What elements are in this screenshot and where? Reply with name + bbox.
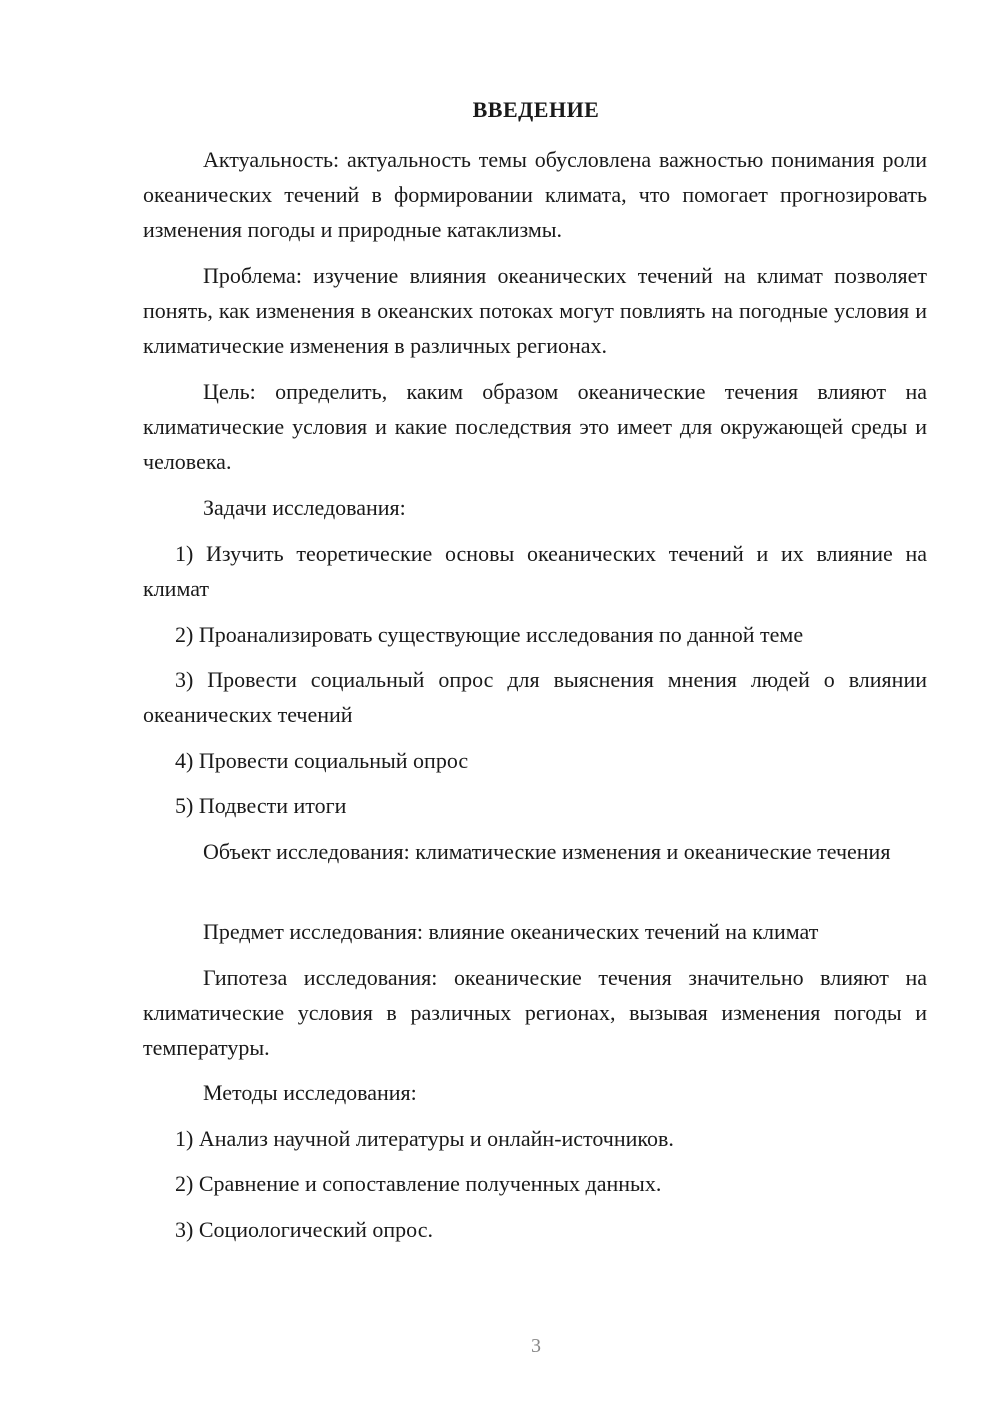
paragraph-subject: Предмет исследования: влияние океанических течений на климат bbox=[203, 919, 819, 944]
page-title: ВВЕДЕНИЕ bbox=[472, 97, 600, 122]
list-item-task-1: 1) Изучить теоретические основы океанических течений и их влияние на климат bbox=[143, 541, 927, 601]
paragraph-goal: Цель: определить, каким образом океанические течения влияют на климатические условия и какие последствия это имеет для окружающей среды и человека. bbox=[143, 379, 927, 474]
paragraph-methods-heading: Методы исследования: bbox=[203, 1080, 417, 1105]
paragraph-object: Объект исследования: климатические изменения и океанические течения bbox=[203, 839, 891, 864]
list-item-method-3: 3) Социологический опрос. bbox=[175, 1217, 433, 1242]
paragraph-tasks-heading: Задачи исследования: bbox=[203, 495, 406, 520]
paragraph-relevance: Актуальность: актуальность темы обусловлена важностью понимания роли океанических течений в формировании климата, что помогает прогнозировать изменения погоды и природные катаклизмы. bbox=[143, 147, 927, 242]
paragraph-problem: Проблема: изучение влияния океанических течений на климат позволяет понять, как изменения в океанских потоках могут повлиять на погодные условия и климатические изменения в различных регионах. bbox=[143, 263, 927, 358]
list-item-task-4: 4) Провести социальный опрос bbox=[175, 748, 469, 773]
list-item-method-2: 2) Сравнение и сопоставление полученных данных. bbox=[175, 1171, 662, 1196]
list-item-task-3: 3) Провести социальный опрос для выяснения мнения людей о влиянии океанических течений bbox=[143, 667, 927, 727]
list-item-task-2: 2) Проанализировать существующие исследования по данной теме bbox=[175, 622, 804, 647]
page-number: 3 bbox=[531, 1335, 541, 1357]
paragraph-hypothesis: Гипотеза исследования: океанические течения значительно влияют на климатические условия в различных регионах, вызывая изменения погоды и температуры. bbox=[143, 965, 927, 1060]
list-item-task-5: 5) Подвести итоги bbox=[175, 793, 347, 818]
list-item-method-1: 1) Анализ научной литературы и онлайн-источников. bbox=[175, 1126, 674, 1151]
